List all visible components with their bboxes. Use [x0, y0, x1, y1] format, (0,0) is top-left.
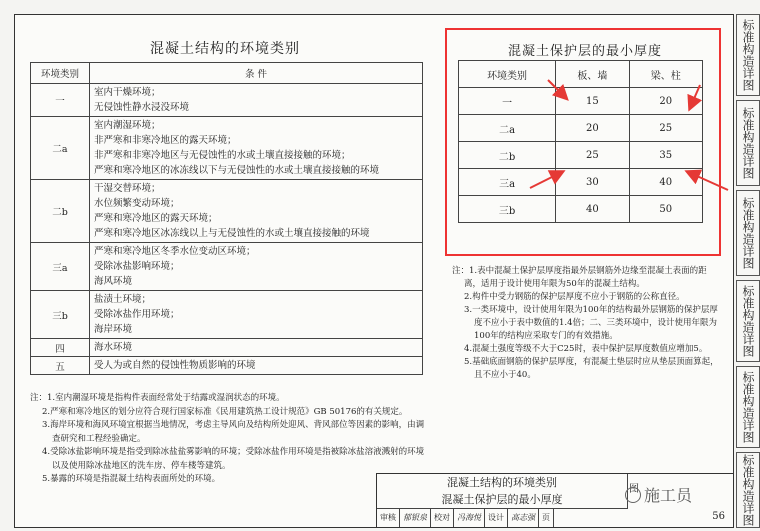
- env-category: 二b: [459, 142, 556, 169]
- table-header: 环境类别: [459, 61, 556, 88]
- thickness-value: 25: [629, 115, 702, 142]
- title-line: 混凝土结构的环境类别: [447, 476, 557, 489]
- sig-label: 设计: [485, 508, 508, 527]
- side-tab[interactable]: 标准构造详图: [736, 14, 760, 96]
- condition-line: 受人为或自然的侵蚀性物质影响的环境: [94, 360, 256, 371]
- condition-line: 海岸环境: [94, 324, 133, 335]
- sig-name: 郁银泉: [400, 508, 431, 527]
- thickness-value: 35: [629, 142, 702, 169]
- env-category: 一: [459, 88, 556, 115]
- note-item: 4.受除冰盐影响环境是指受到除冰盐盐雾影响的环境；受除冰盐作用环境是指被除冰盐溶液溅射的环境以及使用除冰盐地区的洗车房、停车楼等建筑。: [42, 447, 425, 471]
- wechat-icon: [625, 487, 641, 503]
- note-item: 3.一类环境中，设计使用年限为100年的结构最外层钢筋的保护层厚度不应小于表中数值的1.4倍；二、三类环境中，设计使用年限为100年的结构应采取专门的有效措施。: [464, 305, 718, 341]
- note-item: 3.海岸环境和海风环境宜根据当地情况，考虑主导风向及结构所处迎风、背风部位等因素的影响，由调查研究和工程经验确定。: [42, 420, 425, 444]
- condition-line: 受除冰盐作用环境；: [94, 309, 180, 320]
- condition-line: 非严寒和非寒冷地区与无侵蚀性的水或土壤直接接触的环境；: [94, 150, 351, 161]
- side-tab[interactable]: 标准构造详图: [736, 190, 760, 276]
- condition-line: 严寒和寒冷地区冰冻线以上与无侵蚀性的水或土壤直接接触的环境: [94, 228, 370, 239]
- env-category: 三a: [31, 243, 90, 291]
- sig-label: 审核: [377, 508, 400, 527]
- left-table-title: 混凝土结构的环境类别: [150, 41, 300, 57]
- sig-name: 冯海悦: [454, 508, 485, 527]
- env-category: 二a: [31, 117, 90, 180]
- thickness-value: 50: [629, 196, 702, 223]
- condition-line: 室内干燥环境；: [94, 87, 161, 98]
- condition-line: 受除冰盐影响环境；: [94, 261, 180, 272]
- condition-line: 室内潮湿环境；: [94, 120, 161, 131]
- note-item: 5.暴露的环境是指混凝土结构表面所处的环境。: [42, 474, 221, 484]
- note-item: 注：1.室内潮湿环境是指构件表面经常处于结露或湿润状态的环境。: [30, 393, 285, 403]
- condition-line: 盐渍土环境；: [94, 294, 152, 305]
- env-category: 五: [31, 357, 90, 375]
- sig-label: 校对: [431, 508, 454, 527]
- condition-line: 严寒和寒冷地区的冰冻线以下与无侵蚀性的水或土壤直接接触的环境: [94, 165, 380, 176]
- right-table-title: 混凝土保护层的最小厚度: [508, 44, 663, 59]
- env-category: 二a: [459, 115, 556, 142]
- note-item: 4.混凝土强度等级不大于C25时，表中保护层厚度数值应增加5。: [464, 344, 708, 354]
- env-category: 四: [31, 339, 90, 357]
- condition-line: 无侵蚀性静水浸没环境: [94, 102, 190, 113]
- env-category: 三a: [459, 169, 556, 196]
- page-number: 56: [712, 511, 725, 522]
- arrow-to-25: [530, 172, 562, 188]
- thickness-value: 25: [556, 142, 629, 169]
- side-tab[interactable]: 标准构造详图: [736, 100, 760, 186]
- note-item: 5.基础底面钢筋的保护层厚度，有混凝土垫层时应从垫层顶面算起，且不应小于40。: [464, 357, 719, 380]
- condition-line: 严寒和寒冷地区的露天环境；: [94, 213, 218, 224]
- side-tab[interactable]: 标准构造详图: [736, 452, 760, 528]
- env-category: 三b: [459, 196, 556, 223]
- table-header: 梁、柱: [629, 61, 702, 88]
- condition-line: 非严寒和非寒冷地区的露天环境；: [94, 135, 237, 146]
- sig-name: 高志强: [508, 508, 539, 527]
- condition-line: 海风环境: [94, 276, 133, 287]
- title-line: 混凝土保护层的最小厚度: [441, 493, 563, 506]
- condition-line: 干湿交替环境；: [94, 183, 161, 194]
- note-item: 2.严寒和寒冷地区的划分应符合现行国家标准《民用建筑热工设计规范》GB 50176的有关规定。: [42, 406, 408, 417]
- thickness-value: 20: [556, 115, 629, 142]
- thickness-value: 30: [556, 169, 629, 196]
- side-tab[interactable]: 标准构造详图: [736, 366, 760, 448]
- sig-label: 页: [539, 508, 554, 527]
- watermark-text: 施工员: [644, 486, 693, 505]
- env-category: 三b: [31, 291, 90, 339]
- condition-line: 海水环境: [94, 342, 133, 353]
- thickness-value: 20: [629, 88, 702, 115]
- watermark: [625, 483, 692, 506]
- note-item: 2.构件中受力钢筋的保护层厚度不应小于钢筋的公称直径。: [464, 292, 685, 302]
- condition-line: 水位频繁变动环境；: [94, 198, 180, 209]
- env-category: 二b: [31, 180, 90, 243]
- table-header: 环境类别: [31, 63, 90, 84]
- note-item: 注：1.表中混凝土保护层厚度指最外层钢筋外边缘至混凝土表面的距离，适用于设计使用年限为50年的混凝土结构。: [452, 266, 707, 289]
- right-notes: [452, 265, 722, 382]
- env-category: 一: [31, 84, 90, 117]
- table-header: 条 件: [90, 63, 423, 84]
- signature-row: [377, 508, 733, 527]
- condition-line: 严寒和寒冷地区冬季水位变动区环境；: [94, 246, 256, 257]
- table-header: 板、墙: [556, 61, 629, 88]
- side-tab[interactable]: 标准构造详图: [736, 280, 760, 362]
- thickness-value: 15: [556, 88, 629, 115]
- arrow-to-20: [690, 85, 700, 108]
- figure-label: 图: [629, 484, 639, 495]
- arrow-to-15: [548, 80, 566, 98]
- thickness-value: 40: [629, 169, 702, 196]
- title-block-titles: [377, 474, 628, 509]
- thickness-value: 40: [556, 196, 629, 223]
- arrow-to-35: [688, 172, 728, 190]
